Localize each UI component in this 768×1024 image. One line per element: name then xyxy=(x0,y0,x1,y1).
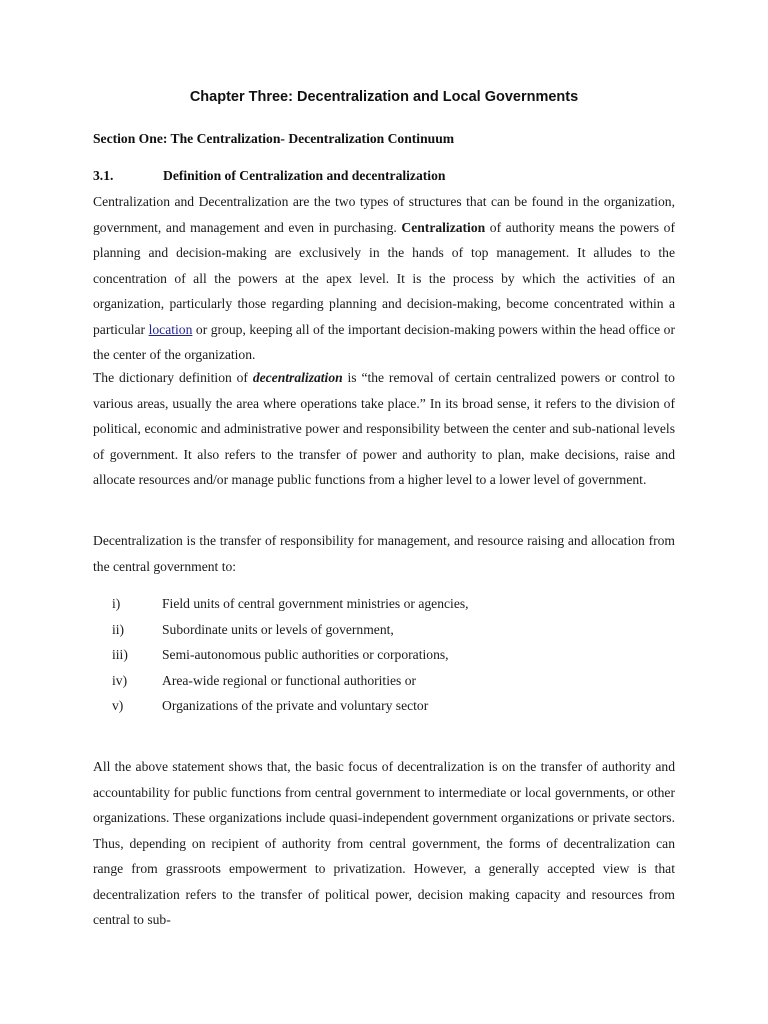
text-span: or group, keeping all of the important decision-making powers within the head office or the center of the organization. xyxy=(93,321,675,362)
list-text: Organizations of the private and voluntary sector xyxy=(162,698,429,713)
list-item xyxy=(112,617,469,643)
subsection-number: 3.1. xyxy=(93,168,114,183)
list-marker: iv) xyxy=(112,672,128,688)
list-marker: v) xyxy=(112,698,124,713)
list-text: Subordinate units or levels of government, xyxy=(162,621,394,637)
list-item xyxy=(112,642,469,668)
recipient-list xyxy=(112,591,469,719)
location-link[interactable]: location xyxy=(148,321,193,337)
subsection-heading xyxy=(93,168,445,184)
bold-term: Centralization xyxy=(401,219,486,235)
paragraph-transfer: Decentralization is the transfer of responsibility for management, and resource raising and allocation from the central government to: xyxy=(93,533,675,574)
paragraph-centralization xyxy=(93,189,675,368)
text-span: is “the removal of certain centralized powers or control to various areas, usually the area where operations take place.” In its broad sense, it refers to the division of political, economic and administrative power and responsibility between the center and sub-national levels of government. It also refers to the transfer of power and authority to plan, make decisions, raise and allocate resources and/or manage public functions from a higher level to a lower level of government. xyxy=(93,370,675,487)
list-text: Semi-autonomous public authorities or corporations, xyxy=(162,647,449,662)
chapter-title: Chapter Three: Decentralization and Local Governments xyxy=(189,89,579,105)
list-item xyxy=(112,693,469,719)
section-title: Section One: The Centralization- Decentralization Continuum xyxy=(93,131,455,146)
text-span: The dictionary definition of xyxy=(93,370,253,385)
list-item xyxy=(112,591,469,617)
list-text: Field units of central government ministries or agencies, xyxy=(162,596,469,611)
list-text: Area-wide regional or functional authorities or xyxy=(162,672,417,688)
subsection-title: Definition of Centralization and decentralization xyxy=(163,168,446,183)
list-item xyxy=(112,668,469,694)
paragraph-summary: All the above statement shows that, the basic focus of decentralization is on the transfer of authority and accountability for public functions from central government to intermediate or local governments, or other organizations. These organizations include quasi-independent government organizations or private sectors. Thus, depending on recipient of authority from central government, the forms of decentralization can range from grassroots empowerment to privatization. However, a generally accepted view is that decentralization refers to the transfer of political power, decision making capacity and resources from central to sub- xyxy=(93,759,675,927)
paragraph-definition xyxy=(93,365,675,493)
list-marker: i) xyxy=(112,596,121,611)
list-marker: iii) xyxy=(112,647,128,662)
text-span: Centralization and Decentralization are the two types of structures that can be found in the organization, government, and management and even in purchasing. xyxy=(93,194,675,235)
bold-italic-term: decentralization xyxy=(252,370,343,385)
text-span: of authority means the powers of planning and decision-making are exclusively in the hands of top management. It alludes to the concentration of all the powers at the apex level. It is the process by which the activities of an organization, particularly those regarding planning and decision-making, become concentrated within a particular xyxy=(93,219,675,337)
list-marker: ii) xyxy=(112,621,125,637)
